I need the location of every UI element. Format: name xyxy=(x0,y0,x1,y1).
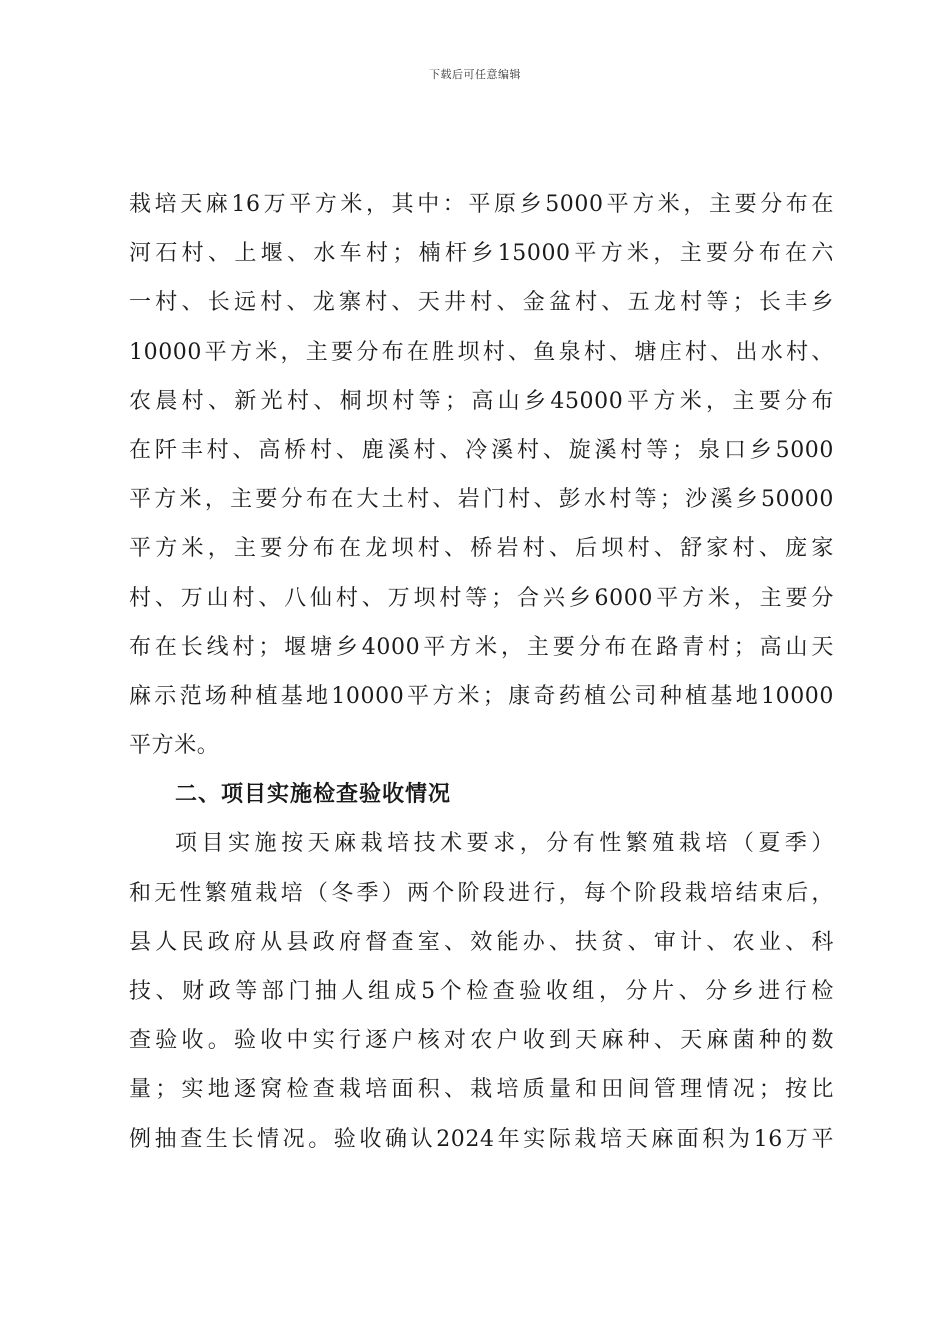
text-line: 一村、长远村、龙寨村、天井村、金盆村、五龙村等；长丰乡 xyxy=(129,290,834,316)
text-line: 项目实施按天麻栽培技术要求，分有性繁殖栽培（夏季） xyxy=(175,831,834,857)
paragraph-inspection xyxy=(129,819,834,1163)
text-line: 和无性繁殖栽培（冬季）两个阶段进行，每个阶段栽培结束后， xyxy=(129,880,834,906)
text-line: 技、财政等部门抽人组成5个检查验收组，分片、分乡进行检 xyxy=(129,979,834,1004)
text-line: 栽培天麻16万平方米，其中：平原乡5000平方米，主要分布在 xyxy=(129,192,834,217)
text-line: 平方米，主要分布在大土村、岩门村、彭水村等；沙溪乡50000 xyxy=(129,487,834,513)
text-line: 麻示范场种植基地10000平方米；康奇药植公司种植基地10000 xyxy=(129,683,834,709)
section-heading: 二、项目实施检查验收情况 xyxy=(175,781,452,808)
text-line: 农晨村、新光村、桐坝村等；高山乡45000平方米，主要分布 xyxy=(129,388,834,414)
text-line: 平方米，主要分布在龙坝村、桥岩村、后坝村、舒家村、庞家 xyxy=(129,536,834,562)
header-note: 下载后可任意编辑 xyxy=(429,68,521,81)
text-line: 例抽查生长情况。验收确认2024年实际栽培天麻面积为16万平 xyxy=(129,1126,834,1152)
text-line: 河石村、上堰、水车村；楠杆乡15000平方米，主要分布在六 xyxy=(129,241,834,267)
paragraph-planting-distribution xyxy=(129,180,834,770)
text-line: 10000平方米，主要分布在胜坝村、鱼泉村、塘庄村、出水村、 xyxy=(129,339,834,365)
text-line: 在阡丰村、高桥村、鹿溪村、冷溪村、旋溪村等；泉口乡5000 xyxy=(129,437,834,463)
text-line: 查验收。验收中实行逐户核对农户收到天麻种、天麻菌种的数 xyxy=(129,1028,834,1054)
text-line: 平方米。 xyxy=(129,733,220,759)
document-body xyxy=(129,180,834,1164)
text-line: 县人民政府从县政府督查室、效能办、扶贫、审计、农业、科 xyxy=(129,929,834,955)
text-line: 村、万山村、八仙村、万坝村等；合兴乡6000平方米，主要分 xyxy=(129,585,834,611)
text-line: 量；实地逐窝检查栽培面积、栽培质量和田间管理情况；按比 xyxy=(129,1077,834,1103)
text-line: 布在长线村；堰塘乡4000平方米，主要分布在路青村；高山天 xyxy=(129,634,834,660)
